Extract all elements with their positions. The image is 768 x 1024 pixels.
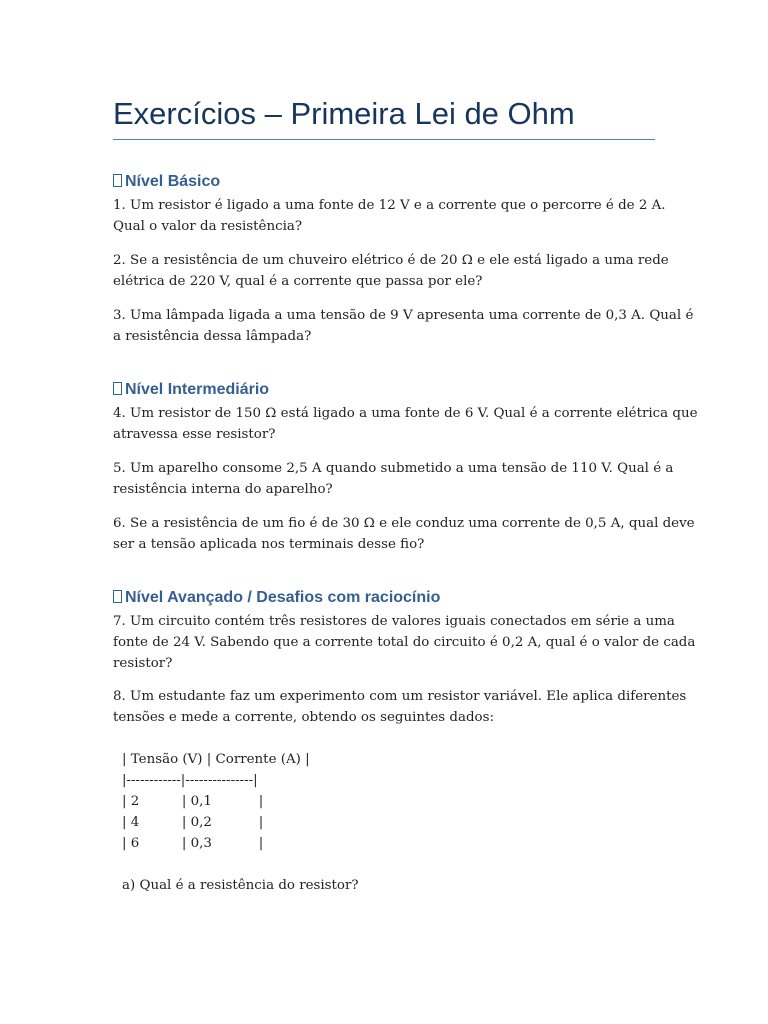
question-line: elétrica de 220 V, qual é a corrente que passa por ele?: [113, 274, 483, 289]
missing-glyph-icon: [113, 382, 122, 395]
question-line: 5. Um aparelho consome 2,5 A quando submetido a uma tensão de 110 V. Qual é a: [113, 461, 674, 476]
question-line: Qual o valor da resistência?: [113, 219, 303, 234]
question-line: resistência interna do aparelho?: [113, 482, 333, 497]
table-row-header: | Tensão (V) | Corrente (A) |: [122, 752, 310, 767]
question-line: resistor?: [113, 656, 173, 671]
section-heading-intermediate: [113, 380, 269, 400]
question-2: [113, 250, 669, 292]
question-line: 3. Uma lâmpada ligada a uma tensão de 9 V apresenta uma corrente de 0,3 A. Qual é: [113, 308, 694, 323]
question-line: fonte de 24 V. Sabendo que a corrente total do circuito é 0,2 A, qual é o valor de cada: [113, 635, 696, 650]
section-heading-basic: [113, 172, 220, 192]
question-4: [113, 403, 698, 445]
missing-glyph-icon: [113, 174, 122, 187]
table-row: | 4 | 0,2 |: [122, 815, 264, 830]
document-title: Exercícios – Primeira Lei de Ohm: [113, 96, 575, 131]
table-row: | 2 | 0,1 |: [122, 794, 264, 809]
section-heading-label: Nível Intermediário: [125, 381, 270, 398]
section-heading-label: Nível Básico: [125, 173, 221, 190]
section-heading-advanced: [113, 588, 440, 608]
question-line: 6. Se a resistência de um fio é de 30 Ω e ele conduz uma corrente de 0,5 A, qual deve: [113, 516, 695, 531]
question-line: 4. Um resistor de 150 Ω está ligado a uma fonte de 6 V. Qual é a corrente elétrica que: [113, 406, 698, 421]
question-7: [113, 611, 696, 674]
table-row-separator: |------------|---------------|: [122, 773, 258, 788]
missing-glyph-icon: [113, 590, 122, 603]
question-line: 7. Um circuito contém três resistores de valores iguais conectados em série a uma: [113, 614, 675, 629]
question-line: atravessa esse resistor?: [113, 427, 276, 442]
question-line: 8. Um estudante faz um experimento com um resistor variável. Ele aplica diferentes: [113, 689, 687, 704]
section-heading-label: Nível Avançado / Desafios com raciocínio: [125, 589, 441, 606]
question-1: [113, 195, 666, 237]
question-3: [113, 305, 694, 347]
question-8: [113, 686, 687, 728]
question-line: 2. Se a resistência de um chuveiro elétrico é de 20 Ω e ele está ligado a uma rede: [113, 253, 669, 268]
table-row: | 6 | 0,3 |: [122, 836, 264, 851]
sub-question-a: a) Qual é a resistência do resistor?: [122, 878, 359, 893]
question-line: 1. Um resistor é ligado a uma fonte de 12 V e a corrente que o percorre é de 2 A.: [113, 198, 666, 213]
question-line: ser a tensão aplicada nos terminais desse fio?: [113, 537, 425, 552]
question-line: a resistência dessa lâmpada?: [113, 329, 312, 344]
title-underline: [113, 139, 655, 140]
question-6: [113, 513, 695, 555]
question-5: [113, 458, 674, 500]
question-line: tensões e mede a corrente, obtendo os seguintes dados:: [113, 710, 494, 725]
